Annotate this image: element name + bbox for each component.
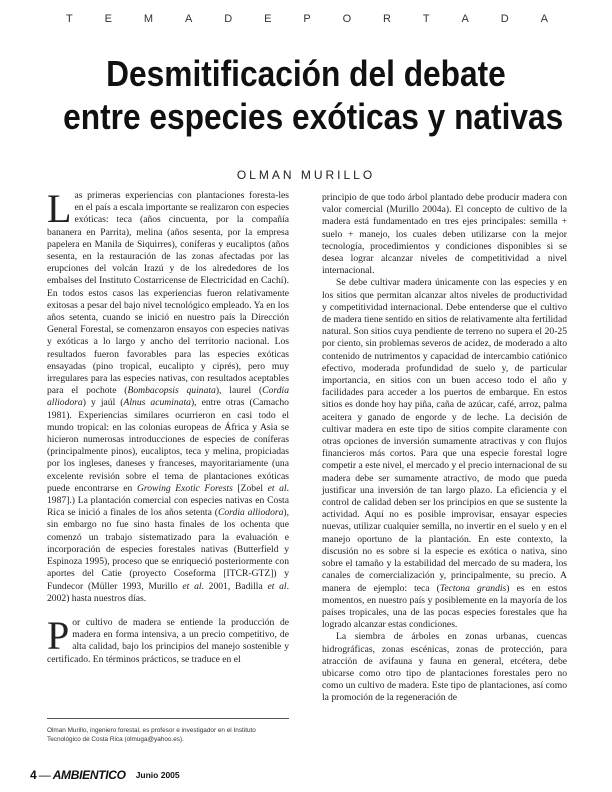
page-footer [30, 767, 180, 783]
issue-date: Junio 2005 [135, 770, 180, 780]
kicker-letter: A [461, 13, 469, 25]
kicker-letter: E [264, 13, 272, 25]
kicker-letter: M [143, 13, 154, 25]
kicker-letter: O [342, 13, 352, 25]
kicker-letter: R [383, 13, 391, 25]
page-number: 4 [30, 768, 37, 782]
paragraph-1: Las primeras experiencias con plantaciones foresta-les en el país a escala importante se realizaron con especies exóticas: teca (años cincuenta, por la compañía bananera en Parrita), melina (años sesenta, por la empresa papelera en Manila de Siquirres), coníferas y eucaliptos (años sesenta, en la restauración de las zonas afectadas por las erupciones del volcán Irazú y de los alrededores de los embalses del Instituto Costarricense de Electricidad en Cachí). En todos estos casos las experiencias fueron relativamente exitosas a pesar del bajo nivel tecnológico empleado. Ya en los años setenta, cuando se inició en nuestro país la Dirección General Forestal, se comenzaron ensayos con especies nativas y exóticas a lo largo y ancho del territorio nacional. Los resultados fueron favorables para las especies exóticas ensayadas (pino tropical, eucalipto y ciprés), pero muy irregulares para las especies nativas, con resultados aceptables para el pochote (Bombacopsis quinata), laurel (Cordia alliodora) y jaúl (Alnus acuminata), entre otras (Camacho 1981). Experiencias similares ocurrieron en casi todo el mundo tropical: en las colonias europeas de África y Asia se hicieron numerosas introducciones de especies de coníferas (principalmente pinos), eucaliptos, teca y melina, propiciadas por los ingleses, daneses y franceses, mayoritariamente (una excelente revisión sobre el tema de plantaciones exóticas puede encontrarse en Growing Exotic Forests [Zobel et al. 1987].) La plantación comercial con especies nativas en Costa Rica se inició a finales de los años setenta (Cordia alliodora), sin embargo no fue sino hasta finales de los ochenta que comenzó un trabajo sistematizado para la evaluación e incorporación de especies forestales nativas (Butterfield y Espinoza 1995), proceso que se enriqueció posteriormente con aportes del Catie (proyecto Coseforma [ITCR-GTZ]) y Fundecor (Müller 1993, Murillo et al. 2001, Badilla et al. 2002) hasta nuestros días. [47, 186, 289, 604]
kicker-letter: A [540, 13, 548, 25]
footer-dash: — [38, 768, 51, 782]
paragraph-2: Por cultivo de madera se entiende la producción de madera en forma intensiva, a un precio competitivo, de alta calidad, bajo los principios del manejo sostenible y certificado. En términos prácticos, se traduce en el [47, 612, 289, 665]
kicker-letter: D [500, 13, 509, 25]
article-title [63, 52, 564, 138]
paragraph-4: Se debe cultivar madera únicamente con las especies y en los sitios que permitan alcanzar altos niveles de productividad y competitividad internacional. Debe entenderse que el cultivo de madera tiene sentido en sitios de relativamente alta fertilidad natural. Son sitios cuya pendiente de terreno no supera el 20-25 por ciento, sin problemas severos de acidez, de moderado a alto contenido de nutrimentos y capacidad de intercambio catiónico efectivo, moderada profundidad de suelo y, de particular importancia, en sitios con un buen acceso todo el año y facilidades para acceder a los puertos de embarque. En estos sitios es donde hoy hay piña, caña de azúcar, café, arroz, palma aceitera y ganado de engorde y de leche. La decisión de cultivar madera en este tipo de sitios compite claramente con otras opciones de inversión sumamente atractivas y con flujos financieros más cortos. Para que una especie forestal logre competir a este nivel, el mercado y el precio internacional de su madera debe ser sumamente atractivo, de modo que pueda justificar una inversión de tan largo plazo. La eficiencia y el control de calidad deben ser los principios en que se sustente la actividad. Aquí no es posible improvisar, ensayar especies nuevas, utilizar cualquier semilla, no invertir en el suelo y en el manejo oportuno de la plantación. En este contexto, la discusión no es sobre si la especie es exótica o nativa, sino sobre el tamaño y la estabilidad del mercado de su madera, los canales de comercialización y, principalmente, su precio. A manera de ejemplo: teca (Tectona grandis) es en estos momentos, en nuestro país y posiblemente en la mayoría de los países tropicales, una de las pocas especies forestales que ha logrado alcanzar estas condiciones. [322, 277, 567, 631]
left-column [47, 186, 289, 666]
paragraph-3: principio de que todo árbol plantado debe producir madera con valor comercial (Murillo 2004a). El concepto de cultivo de la madera está fundamentado en tres ejes principales: semilla + suelo + manejo, los cuales deben utilizarse con la mejor tecnología, procedimientos y condiciones disponibles si se desea lograr alcanzar niveles de competitividad a nivel internacional. [322, 192, 567, 277]
author-footnote: Olman Murillo, ingeniero forestal, es profesor e investigador en el Instituto Tecnológico de Costa Rica (olmuga@yahoo.es). [47, 727, 256, 743]
kicker-letter: P [303, 13, 311, 25]
article-author: OLMAN MURILLO [236, 168, 376, 182]
drop-cap: P [47, 612, 70, 658]
kicker-letter: D [224, 13, 233, 25]
kicker-letter: T [422, 13, 430, 25]
right-column [322, 192, 567, 705]
kicker-letter: T [66, 13, 73, 25]
footnote-divider [47, 718, 289, 719]
magazine-logo: AMBIENTICO [52, 768, 126, 782]
paragraph-5: La siembra de árboles en zonas urbanas, cuencas hidrográficas, zonas escénicas, zonas de protección, para atracción de avifauna y fauna en general, etcétera, debe ubicarse como otro tipo de plantaciones forestales pero no como un cultivo de madera. Este tipo de plantaciones, así como la promoción de la regeneración de [322, 631, 567, 704]
title-line-1: Desmitificación del debate [106, 53, 506, 94]
kicker-letter: A [184, 13, 193, 25]
kicker-letter: E [104, 13, 112, 25]
drop-cap: L [47, 186, 72, 231]
section-kicker [66, 13, 548, 27]
title-line-2: entre especies exóticas y nativas [63, 96, 564, 137]
